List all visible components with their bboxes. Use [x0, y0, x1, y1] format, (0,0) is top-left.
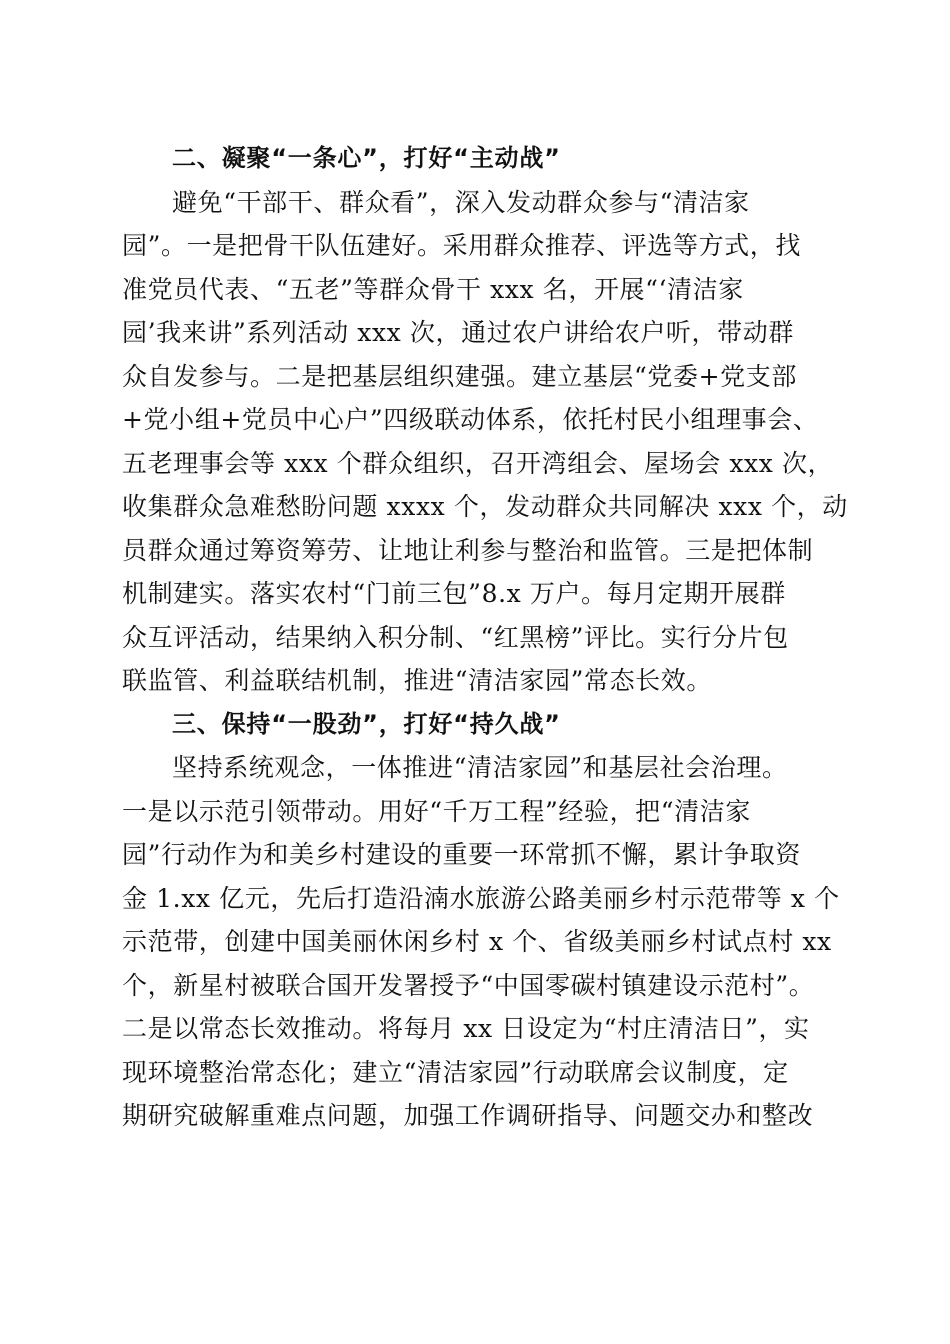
section-paragraph-3: [122, 746, 840, 1138]
text-line: 期研究破解重难点问题，加强工作调研指导、问题交办和整改: [122, 1101, 814, 1130]
text-line: 一是以示范引领带动。用好“千万工程”经验，把“清洁家: [122, 796, 751, 826]
section-paragraph-2: [122, 181, 848, 703]
text-line: 二是以常态长效推动。将每月 xx 日设定为“村庄清洁日”，实: [122, 1014, 810, 1043]
text-line: 园”行动作为和美乡村建设的重要一环常抓不懈，累计争取资: [122, 840, 801, 869]
text-line: 众自发参与。二是把基层组织建强。建立基层“党委+党支部: [122, 361, 797, 391]
text-line: 众互评活动，结果纳入积分制、“红黑榜”评比。实行分片包: [122, 622, 789, 652]
text-line: 联监管、利益联结机制，推进“清洁家园”常态长效。: [122, 666, 712, 695]
text-line: 园”。一是把骨干队伍建好。采用群众推荐、评选等方式，找: [122, 231, 801, 260]
section-heading-3: 三、保持“一股劲”，打好“持久战”: [172, 709, 561, 738]
text-line: 金 1.xx 亿元，先后打造沿湳水旅游公路美丽乡村示范带等 x 个: [122, 883, 840, 913]
section-heading-2: 二、凝聚“一条心”，打好“主动战”: [172, 144, 561, 172]
text-line: 示范带，创建中国美丽休闲乡村 x 个、省级美丽乡村试点村 xx: [122, 927, 832, 956]
document-body: [122, 137, 848, 1138]
text-line: 准党员代表、“五老”等群众骨干 xxx 名，开展“‘清洁家: [122, 274, 744, 304]
text-line: 五老理事会等 xxx 个群众组织，召开湾组会、屋场会 xxx 次，: [122, 448, 834, 478]
text-line: 个，新星村被联合国开发署授予“中国零碳村镇建设示范村”。: [122, 970, 815, 1000]
text-line: 现环境整治常态化；建立“清洁家园”行动联席会议制度，定: [122, 1057, 789, 1087]
text-line: 坚持系统观念，一体推进“清洁家园”和基层社会治理。: [172, 753, 788, 782]
text-line: 避免“干部干、群众看”，深入发动群众参与“清洁家: [172, 187, 750, 217]
text-line: 园’我来讲”系列活动 xxx 次，通过农户讲给农户听，带动群: [122, 318, 794, 347]
text-line: 收集群众急难愁盼问题 xxxx 个，发动群众共同解决 xxx 个，动: [122, 492, 848, 521]
text-line: +党小组+党员中心户”四级联动体系，依托村民小组理事会、: [122, 405, 819, 434]
text-line: 机制建实。落实农村“门前三包”8.x 万户。每月定期开展群: [122, 579, 786, 608]
text-line: 员群众通过筹资筹劳、让地让利参与整治和监管。三是把体制: [122, 535, 814, 565]
